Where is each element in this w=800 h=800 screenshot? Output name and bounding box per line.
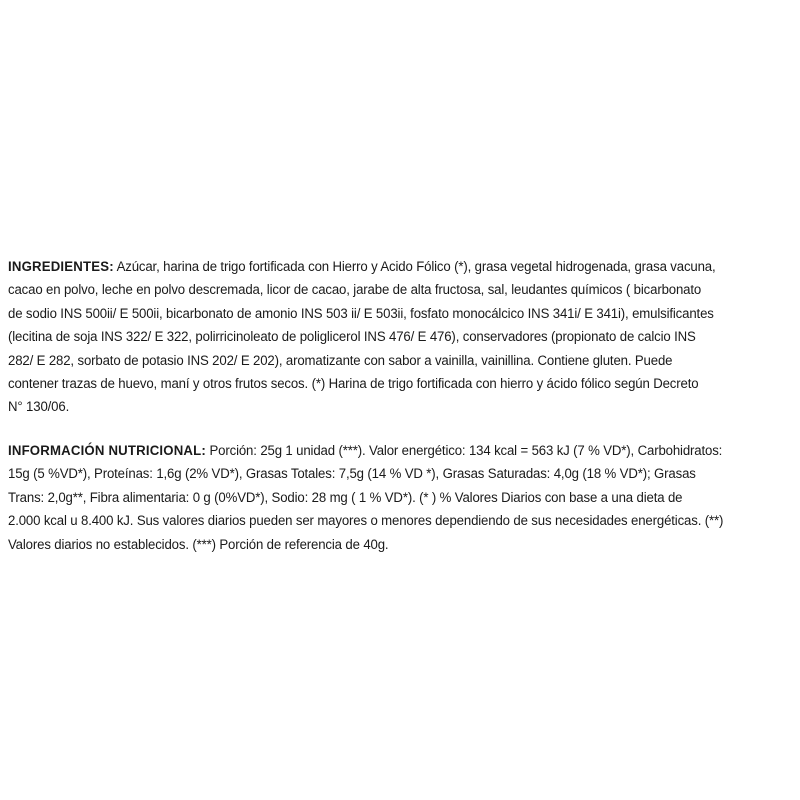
ingredients-line-1 xyxy=(8,256,794,279)
ingredients-line-5: 282/ E 282, sorbato de potasio INS 202/ E 202), aromatizante con sabor a vainilla, vainillina. Contiene gluten. Puede xyxy=(8,352,673,369)
nutrition-line-3: Trans: 2,0g**, Fibra alimentaria: 0 g (0%VD*), Sodio: 28 mg ( 1 % VD*). (* ) % Valores Diarios con base a una dieta de xyxy=(8,489,683,506)
nutrition-text: Porción: 25g 1 unidad (***). Valor energético: 134 kcal = 563 kJ (7 % VD*), Carbohidratos: xyxy=(205,443,723,459)
nutrition-line-2: 15g (5 %VD*), Proteínas: 1,6g (2% VD*), Grasas Totales: 7,5g (14 % VD *), Grasas Saturadas: 4,0g (18 % VD*); Grasas xyxy=(8,466,696,483)
ingredients-line-7: N° 130/06. xyxy=(8,399,70,416)
ingredients-line-4: (lecitina de soja INS 322/ E 322, polirricinoleato de poliglicerol INS 476/ E 476), conservadores (propionato de calcio INS xyxy=(8,329,696,346)
nutrition-line-1 xyxy=(8,440,794,463)
ingredients-line-2: cacao en polvo, leche en polvo descremada, licor de cacao, jarabe de alta fructosa, sal, leudantes químicos ( bicarbonato xyxy=(8,282,702,299)
ingredients-heading: INGREDIENTES: xyxy=(8,259,114,275)
nutrition-line-5: Valores diarios no establecidos. (***) Porción de referencia de 40g. xyxy=(8,536,389,553)
ingredients-section xyxy=(8,256,794,420)
nutrition-line-4: 2.000 kcal u 8.400 kJ. Sus valores diarios pueden ser mayores o menores dependiendo de sus necesidades energéticas. (**) xyxy=(8,513,724,530)
ingredients-text: Azúcar, harina de trigo fortificada con Hierro y Acido Fólico (*), grasa vegetal hidrogenada, grasa vacuna, xyxy=(113,259,716,275)
ingredients-line-6: contener trazas de huevo, maní y otros frutos secos. (*) Harina de trigo fortificada con hierro y ácido fólico según Decreto xyxy=(8,376,699,393)
ingredients-line-3: de sodio INS 500ii/ E 500ii, bicarbonato de amonio INS 503 ii/ E 503ii, fosfato monocálcico INS 341i/ E 341i), emulsificantes xyxy=(8,305,714,322)
nutrition-heading: INFORMACIÓN NUTRICIONAL: xyxy=(8,443,206,459)
nutrition-section xyxy=(8,440,794,557)
